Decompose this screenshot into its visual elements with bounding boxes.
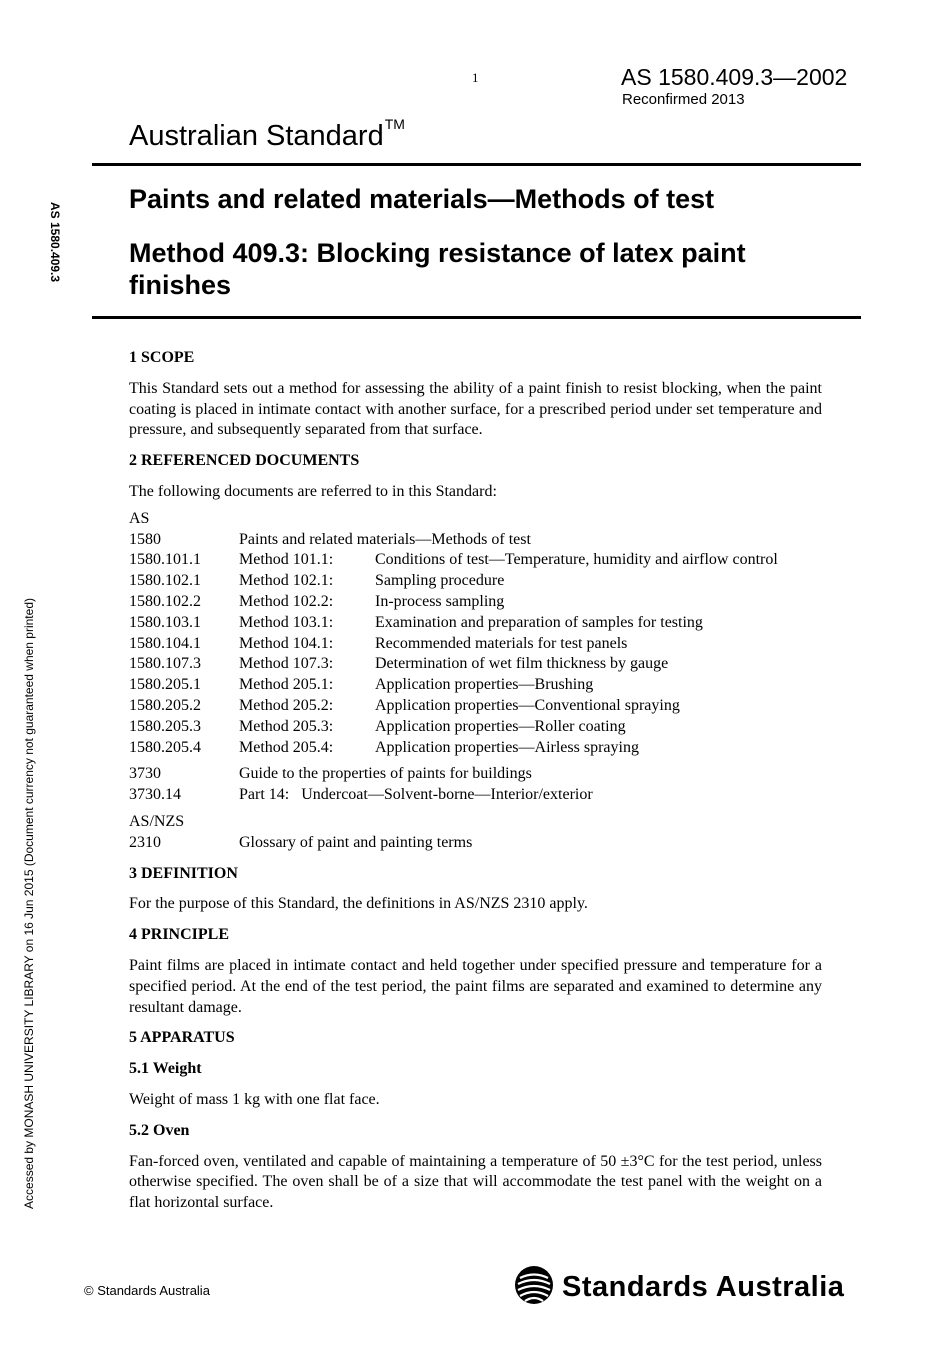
- reference-row: [129, 571, 822, 592]
- reference-code: 1580.103.1: [129, 613, 201, 631]
- top-rule: [92, 163, 861, 166]
- reference-code: 1580.205.1: [129, 676, 201, 694]
- document-body: [129, 348, 822, 1224]
- reference-row: [129, 738, 822, 759]
- reference-method: Method 102.1:: [239, 572, 334, 590]
- scope-heading: 1 SCOPE: [129, 349, 195, 366]
- reference-title: In-process sampling: [375, 592, 505, 610]
- reference-title: Glossary of paint and painting terms: [239, 833, 473, 851]
- standards-australia-logo-icon: [514, 1265, 554, 1310]
- reference-code: 3730.14: [129, 786, 181, 804]
- oven-heading: 5.2 Oven: [129, 1121, 190, 1139]
- referenced-heading: 2 REFERENCED DOCUMENTS: [129, 452, 360, 470]
- standard-number: AS 1580.409.3—2002: [621, 64, 848, 90]
- reference-code: 1580.104.1: [129, 634, 201, 652]
- reference-code: 2310: [129, 833, 161, 851]
- reference-method: Method 101.1:: [239, 551, 334, 569]
- reference-code: 1580.205.4: [129, 738, 201, 756]
- definition-heading: 3 DEFINITION: [129, 864, 238, 882]
- definition-text: For the purpose of this Standard, the definitions in AS/NZS 2310 apply.: [129, 895, 588, 913]
- reference-title: Application properties—Airless spraying: [375, 738, 639, 756]
- brand-text: Australian Standard: [129, 120, 384, 152]
- standards-australia-logo: [514, 1265, 844, 1310]
- apparatus-heading: 5 APPARATUS: [129, 1029, 235, 1047]
- reference-title: Conditions of test—Temperature, humidity and airflow control: [375, 551, 778, 569]
- reference-title: Guide to the properties of paints for buildings: [239, 765, 532, 783]
- reference-title: Examination and preparation of samples for testing: [375, 613, 703, 631]
- reference-code: 1580: [129, 530, 161, 548]
- reference-row: [129, 592, 822, 613]
- reference-row: [129, 696, 822, 717]
- reference-code: 1580.101.1: [129, 551, 201, 569]
- reference-row: [129, 717, 822, 738]
- reference-row: [129, 613, 822, 634]
- reference-row: [129, 675, 822, 696]
- reference-title: Application properties—Brushing: [375, 676, 594, 694]
- weight-text: Weight of mass 1 kg with one flat face.: [129, 1090, 380, 1108]
- reference-title: Sampling procedure: [375, 572, 505, 590]
- reference-title: Determination of wet film thickness by gauge: [375, 655, 669, 673]
- reference-row: [129, 634, 822, 655]
- reference-method: Method 205.2:: [239, 696, 334, 714]
- reference-row: [129, 764, 822, 785]
- reference-method: Method 104.1:: [239, 634, 334, 652]
- reference-row: [129, 550, 822, 571]
- reference-method: Method 102.2:: [239, 592, 334, 610]
- reference-row: [129, 833, 822, 854]
- method-title: Method 409.3: Blocking resistance of latex paint finishes: [129, 238, 746, 300]
- reference-title: Application properties—Conventional spraying: [375, 696, 680, 714]
- reference-code: 3730: [129, 765, 161, 783]
- principle-text: Paint films are placed in intimate contact and held together under specified pressure and temperature for a specified period. At the end of the test period, the paint films are separated and examined to determine any resultant damage.: [129, 956, 822, 1016]
- reference-title: Part 14: Undercoat—Solvent-borne—Interior/exterior: [239, 786, 593, 804]
- access-note: Accessed by MONASH UNIVERSITY LIBRARY on 16 Jun 2015 (Document currency not guaranteed when printed): [22, 598, 36, 1209]
- copyright: © Standards Australia: [84, 1283, 210, 1298]
- reference-code: 1580.205.2: [129, 696, 201, 714]
- reference-method: Method 107.3:: [239, 655, 334, 673]
- reference-code: 1580.205.3: [129, 717, 201, 735]
- reference-method: Method 205.4:: [239, 738, 334, 756]
- reference-method: Method 205.1:: [239, 676, 334, 694]
- reference-row: [129, 654, 822, 675]
- as-label: AS: [129, 509, 150, 527]
- side-standard-code: AS 1580.409.3: [48, 202, 62, 283]
- reconfirmed-note: Reconfirmed 2013: [622, 91, 745, 108]
- reference-method: Method 103.1:: [239, 613, 334, 631]
- weight-heading: 5.1 Weight: [129, 1060, 202, 1078]
- reference-method: Method 205.3:: [239, 717, 334, 735]
- logo-text: Standards Australia: [562, 1271, 845, 1303]
- reference-row: [129, 785, 822, 806]
- referenced-intro: The following documents are referred to in this Standard:: [129, 482, 497, 500]
- reference-code: 1580.102.1: [129, 572, 201, 590]
- reference-row: [129, 530, 822, 551]
- asnzs-label: AS/NZS: [129, 812, 185, 830]
- reference-title: Application properties—Roller coating: [375, 717, 626, 735]
- page-number: 1: [472, 70, 479, 85]
- reference-list: [129, 550, 822, 758]
- reference-title: Recommended materials for test panels: [375, 634, 628, 652]
- brand-title: [129, 116, 405, 153]
- bottom-rule: [92, 316, 861, 319]
- document-title: Paints and related materials—Methods of test: [129, 184, 715, 214]
- scope-text: This Standard sets out a method for assessing the ability of a paint finish to resist blocking, when the paint coating is placed in intimate contact with another surface, for a prescribed period under set temperature and pressure, and subsequently separated from that surface.: [129, 379, 822, 439]
- reference-code: 1580.102.2: [129, 592, 201, 610]
- reference-code: 1580.107.3: [129, 655, 201, 673]
- principle-heading: 4 PRINCIPLE: [129, 926, 230, 944]
- trademark: TM: [384, 116, 405, 132]
- oven-text: Fan-forced oven, ventilated and capable of maintaining a temperature of 50 ±3°C for the test period, unless otherwise specified. The oven shall be of a size that will accommodate the test panel with the weight on a flat horizontal surface.: [129, 1152, 822, 1212]
- reference-title: Paints and related materials—Methods of test: [239, 530, 531, 548]
